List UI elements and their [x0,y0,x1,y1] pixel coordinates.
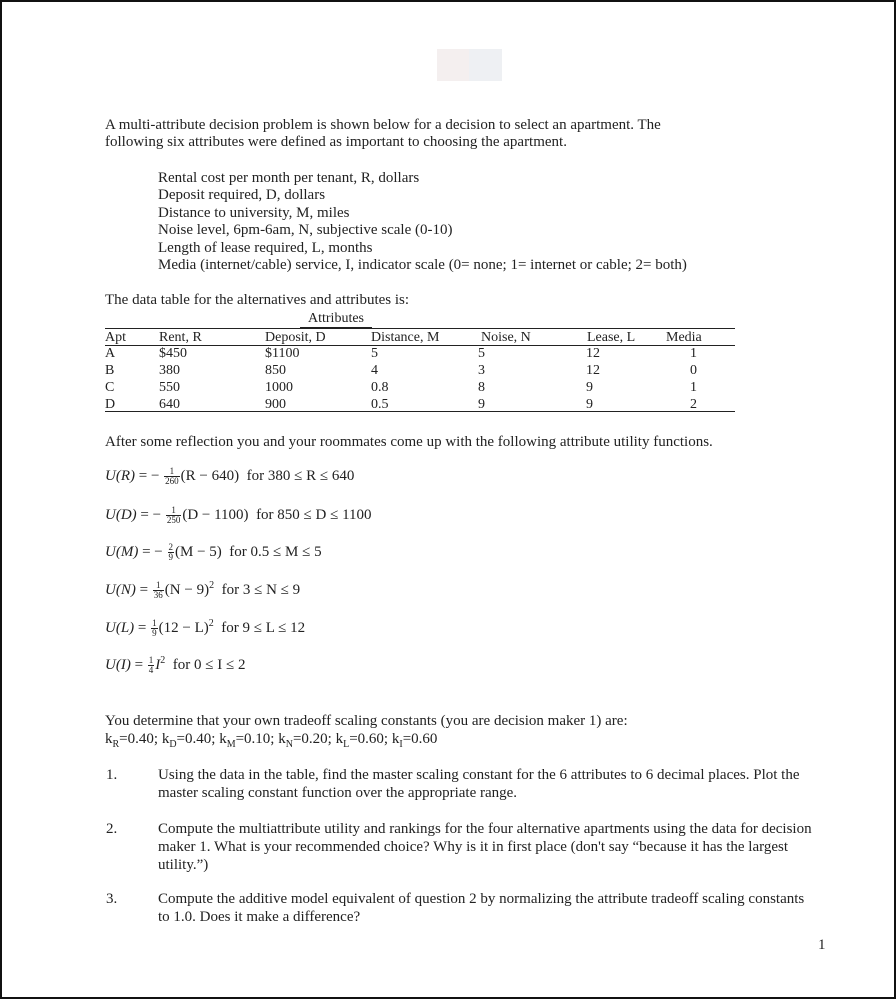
tradeoff-constants: $k_R=0.40$; $k_D=0.40$; $k_M=0.10$; $k_N=0.20$; $k_L=0.60$; $k_I=0.60$ [105,731,438,750]
table-row [105,345,735,362]
question-3-text: Compute the additive model equivalent of question 2 by normalizing the attribute tradeoff scaling constants to 1.0. Does it make a difference? [158,891,805,925]
col-header-noise: Noise, N [481,330,531,345]
utility-d: U(D) = − $\frac{1}{250}$ (D − 1100) for 850 ≤ D ≤ 1100 [105,505,372,525]
col-header-media: Media [666,330,702,345]
attribute-noise: Noise level, 6pm-6am, N, subjective scale (0-10) [158,222,453,238]
col-header-deposit: Deposit, D [265,330,326,345]
table-row [105,379,735,396]
cell-rent: $450 [159,346,187,361]
table-intro: The data table for the alternatives and attributes is: [105,292,410,308]
cell-distance: 5 [371,346,378,361]
attribute-deposit: Deposit required, D, dollars [158,187,326,203]
intro-line-2: following six attributes were defined as important to choosing the apartment. [105,134,567,150]
cell-apt: B [105,363,115,378]
question-1-text: Using the data in the table, find the master scaling constant for the 6 attributes to 6 decimal places. Plot the master scaling constant function over the appropriate range. [158,767,800,801]
col-header-rent: Rent, R [159,330,202,345]
cell-apt: D [105,397,116,412]
cell-distance: 4 [371,363,378,378]
cell-media: 1 [690,380,697,395]
question-3-number: 3. [106,891,118,907]
table-row [105,362,735,379]
attribute-lease: Length of lease required, L, months [158,240,373,256]
cell-lease: 9 [586,380,593,395]
page-number: 1 [818,937,826,953]
col-header-apt: Apt [105,330,126,345]
cell-lease: 12 [586,363,600,378]
cell-rent: 640 [159,397,180,412]
question-2-number: 2. [106,821,118,837]
reflection-text: After some reflection you and your roommates come up with the following attribute utility functions. [105,434,713,450]
utility-m: U(M) = − $\frac{2}{9}$ (M − 5) for 0.5 ≤ M ≤ 5 [105,542,322,562]
cell-rent: 380 [159,363,180,378]
cell-distance: 0.5 [371,397,389,412]
question-2-text: Compute the multiattribute utility and rankings for the four alternative apartments using the data for decision maker 1. What is your recommended choice? Why is it in first place (don't say “because it has the largest utility.”) [158,821,812,873]
intro-line-1: A multi-attribute decision problem is shown below for a decision to select an apartment. The [105,117,661,133]
table-bottom-rule [105,411,735,412]
cell-deposit: 1000 [265,380,293,395]
utility-r: U(R) = − $\frac{1}{260}$ (R − 640) for 380 ≤ R ≤ 640 [105,466,355,486]
cell-distance: 0.8 [371,380,389,395]
cell-media: 1 [690,346,697,361]
cell-rent: 550 [159,380,180,395]
cell-deposit: 900 [265,397,286,412]
cell-media: 0 [690,363,697,378]
col-header-distance: Distance, M [371,330,440,345]
utility-i: U(I) = $\frac{1}{4}$ $I^2$ for 0 ≤ I ≤ 2 [105,655,246,676]
attribute-distance: Distance to university, M, miles [158,205,350,221]
cell-noise: 9 [478,397,485,412]
cell-apt: A [105,346,116,361]
cell-apt: C [105,380,115,395]
question-1-number: 1. [106,767,118,783]
cell-noise: 8 [478,380,485,395]
cell-noise: 3 [478,363,485,378]
redaction-block [437,49,502,81]
cell-lease: 9 [586,397,593,412]
table-header-row [105,328,735,346]
table-group-header: Attributes [300,311,372,328]
cell-deposit: $1100 [265,346,300,361]
cell-media: 2 [690,397,697,412]
col-header-lease: Lease, L [587,330,636,345]
utility-n: U(N) = $\frac{1}{36}$ $(N - 9)^2$ for 3 ≤ N ≤ 9 [105,580,301,601]
utility-l: U(L) = $\frac{1}{9}$ $(12 - L)^2$ for 9 ≤ L ≤ 12 [105,618,306,639]
cell-deposit: 850 [265,363,286,378]
tradeoff-intro: You determine that your own tradeoff scaling constants (you are decision maker 1) are: [105,713,628,729]
cell-noise: 5 [478,346,485,361]
attribute-media: Media (internet/cable) service, I, indicator scale (0= none; 1= internet or cable; 2= both) [158,257,687,273]
attribute-rent: Rental cost per month per tenant, R, dollars [158,170,420,186]
cell-lease: 12 [586,346,600,361]
